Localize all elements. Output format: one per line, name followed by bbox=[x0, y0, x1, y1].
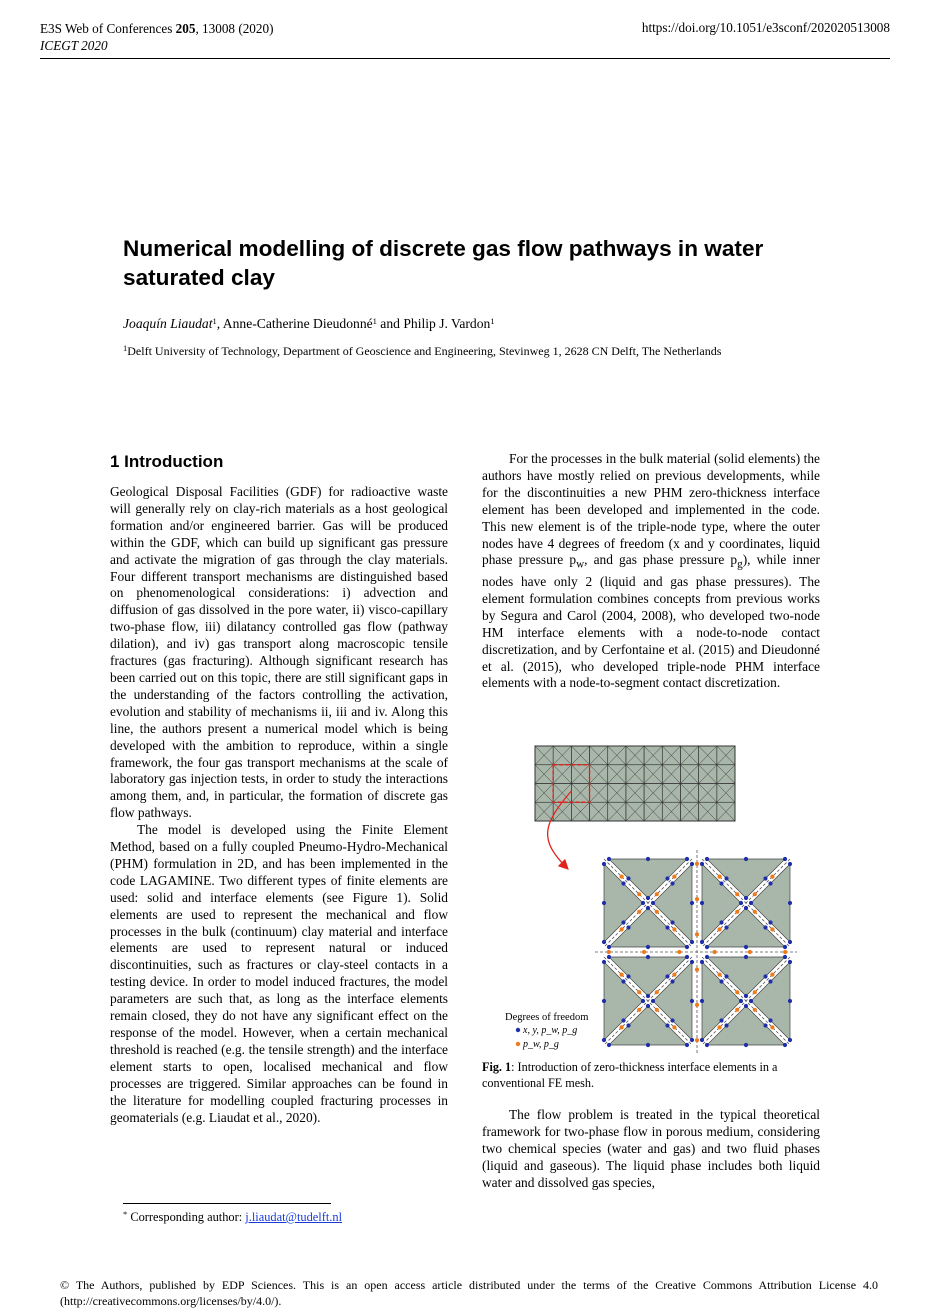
outer-node bbox=[651, 901, 655, 905]
inner-node bbox=[695, 897, 699, 901]
inner-node bbox=[695, 1038, 699, 1042]
outer-node bbox=[665, 1023, 669, 1027]
outer-node bbox=[626, 1023, 630, 1027]
inner-node bbox=[655, 1008, 659, 1012]
outer-node bbox=[690, 940, 694, 944]
inner-node bbox=[637, 990, 641, 994]
outer-node bbox=[744, 945, 748, 949]
outer-node bbox=[607, 955, 611, 959]
inner-node bbox=[655, 910, 659, 914]
outer-node bbox=[724, 974, 728, 978]
outer-node bbox=[705, 955, 709, 959]
outer-node bbox=[602, 960, 606, 964]
outer-node bbox=[607, 857, 611, 861]
outer-node bbox=[744, 955, 748, 959]
footnote-rule bbox=[123, 1203, 331, 1204]
coarse-fe-mesh bbox=[535, 746, 735, 868]
right-column-top bbox=[482, 451, 820, 692]
inner-node bbox=[607, 950, 611, 954]
outer-node bbox=[690, 960, 694, 964]
outer-node bbox=[621, 1018, 625, 1022]
outer-node bbox=[700, 901, 704, 905]
outer-node bbox=[621, 979, 625, 983]
outer-node bbox=[602, 999, 606, 1003]
outer-node bbox=[602, 1038, 606, 1042]
outer-node bbox=[607, 1043, 611, 1047]
paragraph-methods-1: For the processes in the bulk material (solid elements) the authors have mostly relied on previous developments, while for the discontinuities a new PHM zero-thickness interface element has been developed and implemented in the code. This new element is of the triple-node type, where the outer nodes have 4 degrees of freedom (x and y coordinates, liquid phase pressure $p_w$, and gas phase pressure $p_g$), while inner nodes have only 2 (liquid and gas phase pressures). The element formulation combines concepts from previous works by Segura and Carol (2004, 2008), who developed two-node HM interface elements with a node-to-node contact discretization, and by Cerfontaine et al. (2015) and Dieudonné et al. (2015), who developed triple-node PHM interface elements with a node-to-segment contact discretization. bbox=[482, 451, 821, 691]
outer-node bbox=[788, 862, 792, 866]
outer-node bbox=[646, 945, 650, 949]
outer-node bbox=[626, 974, 630, 978]
outer-node bbox=[783, 857, 787, 861]
outer-node bbox=[763, 876, 767, 880]
conference-name: ICEGT 2020 bbox=[40, 38, 108, 53]
outer-node bbox=[768, 1018, 772, 1022]
outer-node bbox=[788, 940, 792, 944]
outer-node bbox=[788, 960, 792, 964]
outer-node bbox=[685, 945, 689, 949]
outer-node bbox=[724, 925, 728, 929]
legend-blue-node bbox=[516, 1028, 520, 1032]
outer-node bbox=[646, 994, 650, 998]
section-heading-introduction: 1 Introduction bbox=[110, 452, 224, 471]
outer-node bbox=[641, 999, 645, 1003]
outer-node bbox=[665, 974, 669, 978]
corresponding-author-footnote: * Corresponding author: j.liaudat@tudelft.nl bbox=[123, 1209, 343, 1224]
inner-node bbox=[672, 1025, 676, 1029]
outer-node bbox=[768, 881, 772, 885]
inner-node bbox=[718, 973, 722, 977]
inner-node bbox=[695, 1003, 699, 1007]
outer-node bbox=[705, 945, 709, 949]
outer-node bbox=[651, 999, 655, 1003]
outer-node bbox=[783, 945, 787, 949]
paragraph-methods-2: The flow problem is treated in the typical theoretical framework for two-phase flow in porous medium, considering two chemical species (water and gas) and two fluid phases (liquid and gaseous). The liquid phase includes both liquid water and dissolved gas species, bbox=[482, 1107, 820, 1190]
right-column-bottom bbox=[482, 1107, 820, 1192]
outer-node bbox=[788, 1038, 792, 1042]
outer-node bbox=[788, 901, 792, 905]
affiliation: $^1$Delft University of Technology, Department of Geoscience and Engineering, Stevinweg 1, 2628 CN Delft, The Netherlands bbox=[123, 343, 722, 358]
inner-node bbox=[620, 1025, 624, 1029]
inner-node bbox=[637, 892, 641, 896]
outer-node bbox=[665, 876, 669, 880]
outer-node bbox=[744, 994, 748, 998]
outer-node bbox=[705, 1043, 709, 1047]
inner-node bbox=[695, 932, 699, 936]
author-list: Joaquín Liaudat$^1$, Anne-Catherine Dieudonné$^1$ and Philip J. Vardon$^1$ bbox=[123, 316, 495, 331]
outer-node bbox=[700, 960, 704, 964]
inner-node bbox=[753, 1008, 757, 1012]
inner-node bbox=[718, 1025, 722, 1029]
outer-node bbox=[646, 955, 650, 959]
inner-node bbox=[735, 990, 739, 994]
license-statement: © The Authors, published by EDP Sciences. This is an open access article distributed under the terms of the Creative Commons Attribution License 4.0 (http://creativecommons.org/licenses/by/4.0/). bbox=[60, 1278, 878, 1308]
inner-node bbox=[672, 973, 676, 977]
inner-node bbox=[655, 892, 659, 896]
caption-label: Fig. 1 bbox=[482, 1060, 512, 1074]
outer-node bbox=[685, 857, 689, 861]
inner-node bbox=[735, 892, 739, 896]
legend-orange-node bbox=[516, 1042, 520, 1046]
outer-node bbox=[602, 940, 606, 944]
outer-node bbox=[690, 901, 694, 905]
outer-node bbox=[744, 1004, 748, 1008]
outer-node bbox=[739, 901, 743, 905]
outer-node bbox=[763, 974, 767, 978]
outer-node bbox=[719, 1018, 723, 1022]
interface-element-detail bbox=[595, 850, 797, 1054]
outer-node bbox=[788, 999, 792, 1003]
inner-node bbox=[637, 1008, 641, 1012]
inner-node bbox=[770, 1025, 774, 1029]
figure-caption: Fig. 1: Introduction of zero-thickness interface elements in a conventional FE mesh. bbox=[482, 1060, 778, 1090]
inner-node bbox=[642, 950, 646, 954]
outer-node bbox=[665, 925, 669, 929]
inner-node bbox=[672, 927, 676, 931]
paragraph-intro-2: The model is developed using the Finite Element Method, based on a fully coupled Pneumo-Hydro-Mechanical (PHM) formulation in 2D, and has been implemented in the code LAGAMINE. Two different types of finite elements are used: solid and interface elements (see Figure 1). Solid elements are used to represent the mechanical and flow processes in the bulk (continuum) clay material and interface elements are used to represent natural or induced discontinuities, such as fractures or clay-steel contacts in a testing device. In order to model induced fractures, the model parameters are such that, as long as the interface elements remain closed, they do not have any significant effect on the response of the model. However, when a certain mechanical threshold is reached (e.g. the tensile strength) and the interface element starts to open, localised mechanical and flow processes are triggered. Similar approaches can be found in the literature for modelling coupled fracturing processes in geomaterials (e.g. Liaudat et al., 2020). bbox=[110, 822, 448, 1125]
inner-node bbox=[677, 950, 681, 954]
inner-node bbox=[748, 950, 752, 954]
outer-node bbox=[744, 857, 748, 861]
author-3: and Philip J. Vardon bbox=[376, 316, 491, 331]
inner-node bbox=[620, 927, 624, 931]
author-2: , Anne-Catherine Dieudonné bbox=[216, 316, 373, 331]
outer-node bbox=[646, 896, 650, 900]
outer-node bbox=[685, 1043, 689, 1047]
outer-node bbox=[744, 896, 748, 900]
outer-node bbox=[705, 857, 709, 861]
inner-node bbox=[695, 862, 699, 866]
outer-node bbox=[690, 1038, 694, 1042]
inner-node bbox=[637, 910, 641, 914]
outer-node bbox=[739, 999, 743, 1003]
outer-node bbox=[700, 1038, 704, 1042]
left-column bbox=[110, 484, 448, 1126]
paragraph-intro-1: Geological Disposal Facilities (GDF) for radioactive waste will generally rely on clay-rich materials as a host geological formation and/or engineered barrier. Gas will be produced within the GDF, which can build up significant gas pressure and activate the migration of gas through the clay materials. Four different transport mechanisms are distinguished based on phenomenological considerations: i) advection and diffusion of gas dissolved in the pore water, ii) visco-capillary two-phase flow, iii) dilatancy controlled gas flow (pathway dilation), and iv) gas transport along macroscopic tensile fractures (gas fracturing). Although significant research has been carried out on this topic, there are still significant gaps in the understanding of the factors controlling the activation, evolution and stability of mechanisms ii, iii and iv. Along this line, the authors present a numerical model which is being developed with the ambition to reproduce, within a single framework, the four gas transport mechanisms at the scale of laboratory gas injection tests, in order to study the interactions among them, and, in particular, the formation of discrete gas flow pathways. bbox=[110, 484, 448, 821]
inner-node bbox=[753, 990, 757, 994]
legend-orange-label: p_w, p_g bbox=[523, 1039, 559, 1050]
legend-title: Degrees of freedom bbox=[505, 1012, 589, 1023]
outer-node bbox=[646, 906, 650, 910]
outer-node bbox=[646, 1004, 650, 1008]
outer-node bbox=[602, 901, 606, 905]
outer-node bbox=[626, 876, 630, 880]
inner-node bbox=[620, 875, 624, 879]
inner-node bbox=[655, 990, 659, 994]
inner-node bbox=[770, 875, 774, 879]
inner-node bbox=[753, 892, 757, 896]
outer-node bbox=[685, 955, 689, 959]
fe-mesh-diagram bbox=[497, 740, 797, 1060]
inner-node bbox=[735, 910, 739, 914]
outer-node bbox=[724, 876, 728, 880]
outer-node bbox=[607, 945, 611, 949]
header-rule bbox=[40, 58, 890, 59]
outer-node bbox=[626, 925, 630, 929]
paper-title: Numerical modelling of discrete gas flow pathways in water saturated clay bbox=[123, 236, 764, 290]
inner-node bbox=[770, 973, 774, 977]
outer-node bbox=[744, 1043, 748, 1047]
legend-blue-label: x, y, p_w, p_g bbox=[523, 1025, 578, 1036]
outer-node bbox=[768, 979, 772, 983]
inner-node bbox=[620, 973, 624, 977]
outer-node bbox=[700, 940, 704, 944]
outer-node bbox=[783, 1043, 787, 1047]
outer-node bbox=[602, 862, 606, 866]
outer-node bbox=[719, 881, 723, 885]
inner-node bbox=[735, 1008, 739, 1012]
outer-node bbox=[670, 881, 674, 885]
inner-node bbox=[783, 950, 787, 954]
outer-node bbox=[744, 906, 748, 910]
outer-node bbox=[719, 979, 723, 983]
outer-node bbox=[621, 920, 625, 924]
inner-node bbox=[718, 875, 722, 879]
outer-node bbox=[700, 999, 704, 1003]
outer-node bbox=[749, 999, 753, 1003]
outer-node bbox=[646, 1043, 650, 1047]
outer-node bbox=[768, 920, 772, 924]
outer-node bbox=[749, 901, 753, 905]
running-header-journal: E3S Web of Conferences 205, 13008 (2020) bbox=[40, 21, 274, 36]
outer-node bbox=[670, 1018, 674, 1022]
volume-number: 205 bbox=[175, 21, 196, 36]
outer-node bbox=[763, 925, 767, 929]
outer-node bbox=[724, 1023, 728, 1027]
author-email-link[interactable]: j.liaudat@tudelft.nl bbox=[245, 1210, 343, 1224]
outer-node bbox=[690, 999, 694, 1003]
outer-node bbox=[719, 920, 723, 924]
inner-node bbox=[770, 927, 774, 931]
inner-node bbox=[695, 968, 699, 972]
outer-node bbox=[690, 862, 694, 866]
outer-node bbox=[763, 1023, 767, 1027]
outer-node bbox=[641, 901, 645, 905]
outer-node bbox=[646, 857, 650, 861]
outer-node bbox=[700, 862, 704, 866]
author-1: Joaquín Liaudat bbox=[123, 316, 213, 331]
outer-node bbox=[621, 881, 625, 885]
inner-node bbox=[713, 950, 717, 954]
inner-node bbox=[718, 927, 722, 931]
inner-node bbox=[672, 875, 676, 879]
outer-node bbox=[670, 979, 674, 983]
figure-1 bbox=[497, 740, 797, 1060]
dof-legend bbox=[505, 1012, 588, 1050]
outer-node bbox=[670, 920, 674, 924]
doi-link[interactable]: https://doi.org/10.1051/e3sconf/202020513008 bbox=[641, 20, 890, 35]
outer-node bbox=[783, 955, 787, 959]
inner-node bbox=[753, 910, 757, 914]
